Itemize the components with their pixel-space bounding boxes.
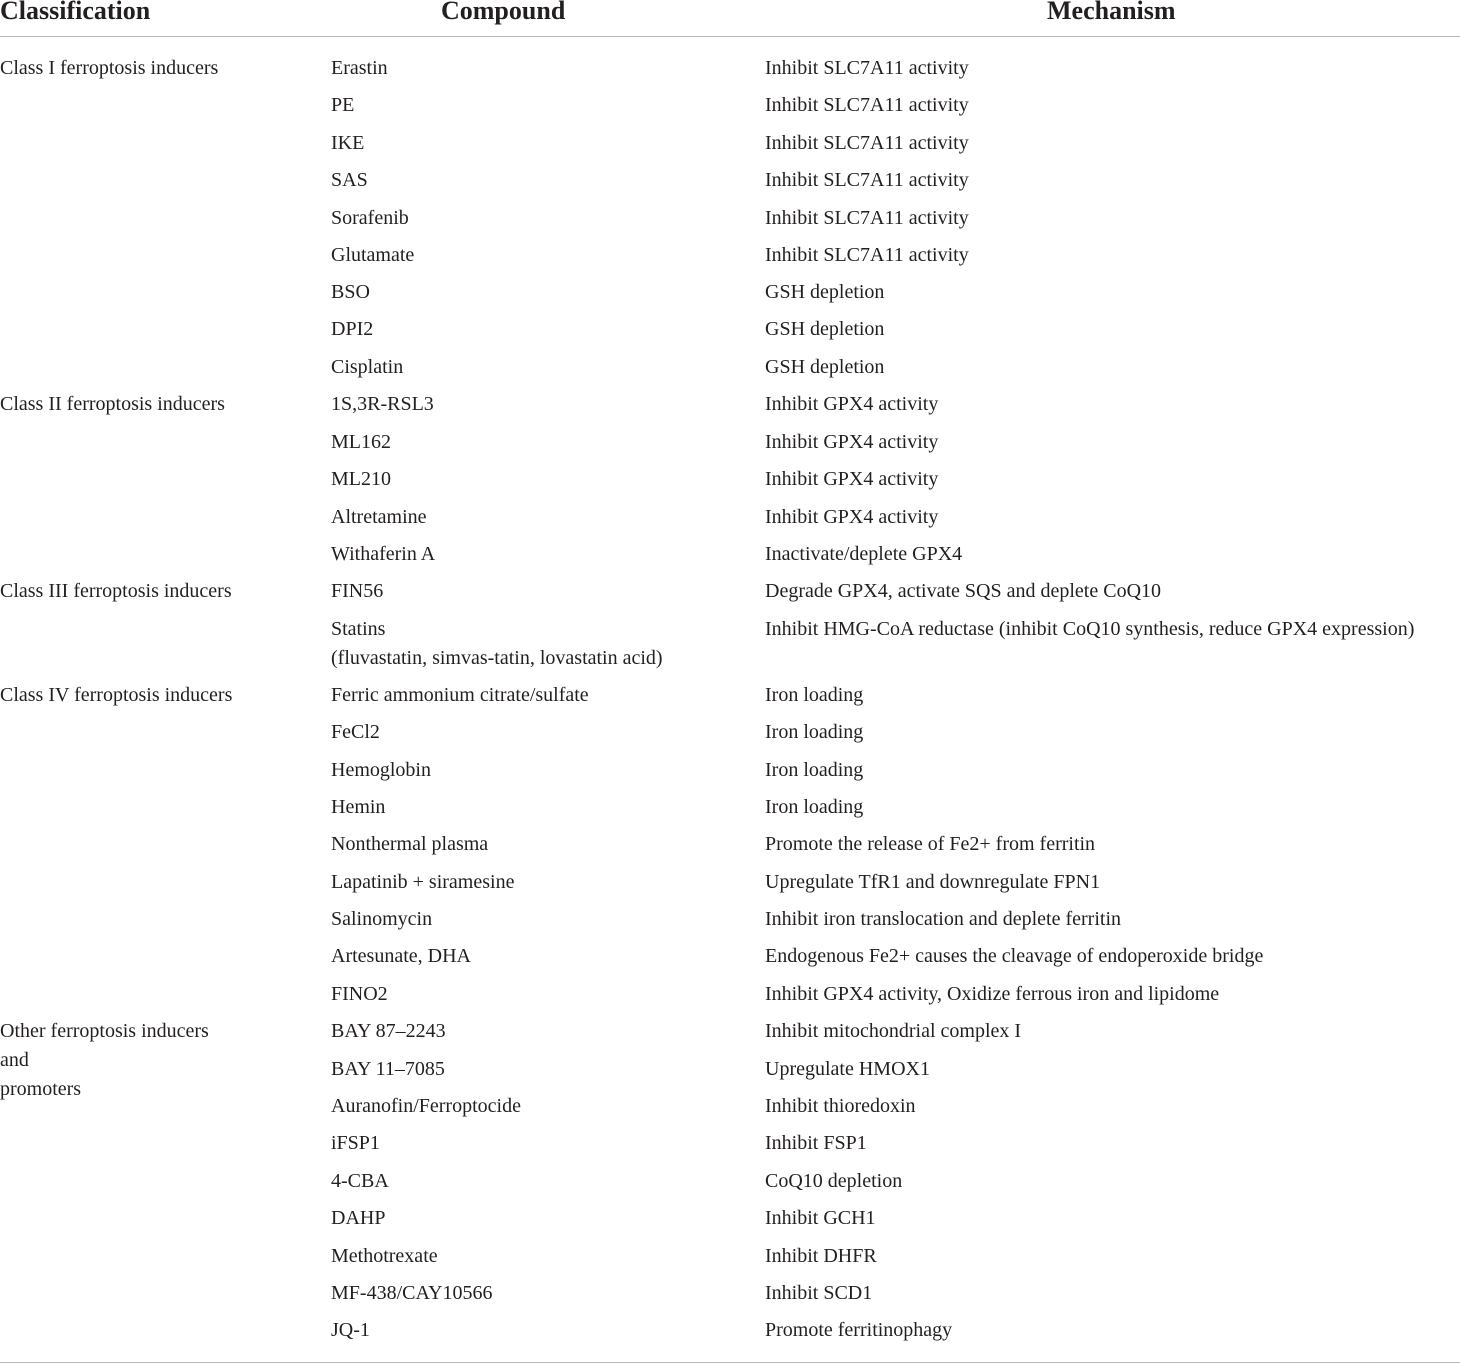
mechanism-cell: Inhibit HMG-CoA reductase (inhibit CoQ10 synthesis, reduce GPX4 expression): [765, 618, 1415, 640]
mechanism-cell: Inhibit mitochondrial complex I: [765, 1020, 1022, 1042]
compound-cell: [331, 1055, 445, 1084]
compound-cell-line: SAS: [331, 169, 368, 191]
compound-cell-line: Erastin: [331, 57, 388, 79]
compound-cell-line: Hemin: [331, 796, 386, 818]
mechanism-cell: Iron loading: [765, 721, 864, 743]
compound-cell: [331, 718, 380, 747]
compound-cell: [331, 681, 589, 710]
compound-cell-line: 1S,3R-RSL3: [331, 393, 434, 415]
compound-cell-line: BAY 11–7085: [331, 1058, 445, 1080]
compound-cell-line: DPI2: [331, 318, 374, 340]
compound-cell-line: 4-CBA: [331, 1170, 389, 1192]
compound-cell-line: Salinomycin: [331, 908, 433, 930]
compound-cell: [331, 353, 403, 382]
compound-cell-line: Methotrexate: [331, 1245, 438, 1267]
header-classification: Classification: [0, 0, 151, 25]
classification-cell: [0, 390, 225, 419]
table-body: [0, 37, 1460, 1363]
compound-cell: [331, 465, 391, 494]
mechanism-cell: Promote the release of Fe2+ from ferritin: [765, 833, 1096, 855]
mechanism-cell: Inhibit SLC7A11 activity: [765, 207, 969, 229]
compound-cell-line: Altretamine: [331, 506, 427, 528]
mechanism-cell: Promote ferritinophagy: [765, 1319, 953, 1341]
mechanism-cell: Inhibit GPX4 activity: [765, 468, 939, 490]
compound-cell-line: Artesunate, DHA: [331, 945, 471, 967]
compound-cell-line: BSO: [331, 281, 370, 303]
compound-cell: [331, 1017, 446, 1046]
mechanism-cell: GSH depletion: [765, 318, 885, 340]
mechanism-cell: Inhibit SCD1: [765, 1282, 873, 1304]
mechanism-cell: Iron loading: [765, 759, 864, 781]
compound-cell: [331, 540, 435, 569]
compound-cell-line: FINO2: [331, 983, 388, 1005]
compound-cell-line: Withaferin A: [331, 543, 436, 565]
compound-cell: [331, 1316, 370, 1345]
compound-cell-line: Ferric ammonium citrate/sulfate: [331, 684, 589, 706]
compound-cell: [331, 129, 364, 158]
compound-cell-line: FeCl2: [331, 721, 380, 743]
compound-cell-line: Statins: [331, 618, 386, 640]
compound-cell: [331, 1092, 521, 1121]
mechanism-cell: GSH depletion: [765, 281, 885, 303]
mechanism-cell: Inhibit DHFR: [765, 1245, 877, 1267]
classification-cell-line: Class I ferroptosis inducers: [0, 57, 219, 79]
compound-cell: [331, 390, 434, 419]
compound-cell: [331, 942, 471, 971]
mechanism-cell: Inhibit SLC7A11 activity: [765, 169, 969, 191]
mechanism-cell: Inhibit SLC7A11 activity: [765, 132, 969, 154]
compound-cell-line: Auranofin/Ferroptocide: [331, 1095, 521, 1117]
mechanism-cell: Endogenous Fe2+ causes the cleavage of endoperoxide bridge: [765, 945, 1264, 967]
compound-cell-line: Lapatinib + siramesine: [331, 871, 515, 893]
header-mechanism: Mechanism: [1047, 0, 1176, 25]
compound-cell: [331, 1242, 438, 1271]
compound-cell: [331, 204, 409, 233]
compound-cell: [331, 241, 414, 270]
mechanism-cell: Inhibit GPX4 activity, Oxidize ferrous iron and lipidome: [765, 983, 1220, 1005]
compound-cell: [331, 54, 388, 83]
compound-cell-line: JQ-1: [331, 1319, 370, 1341]
compound-cell: [331, 166, 368, 195]
classification-cell-line: Class II ferroptosis inducers: [0, 393, 225, 415]
classification-cell-line: Class IV ferroptosis inducers: [0, 684, 233, 706]
mechanism-cell: Inhibit GCH1: [765, 1207, 876, 1229]
compound-cell-line: iFSP1: [331, 1132, 380, 1154]
compound-cell: [331, 91, 354, 120]
mechanism-cell: Inhibit iron translocation and deplete ferritin: [765, 908, 1121, 930]
compound-cell: [331, 830, 488, 859]
mechanism-cell: Inhibit FSP1: [765, 1132, 867, 1154]
compound-cell: [331, 577, 383, 606]
compound-cell-line: Hemoglobin: [331, 759, 431, 781]
compound-cell: [331, 1167, 389, 1196]
compound-cell-line: PE: [331, 94, 355, 116]
mechanism-cell: Iron loading: [765, 796, 864, 818]
mechanism-cell: Upregulate TfR1 and downregulate FPN1: [765, 871, 1101, 893]
compound-cell-line: Glutamate: [331, 244, 415, 266]
compound-cell-line: DAHP: [331, 1207, 386, 1229]
compound-cell: [331, 278, 370, 307]
mechanism-cell: Inhibit GPX4 activity: [765, 393, 939, 415]
mechanism-cell: Inactivate/deplete GPX4: [765, 543, 963, 565]
mechanism-cell: Inhibit GPX4 activity: [765, 506, 939, 528]
classification-cell-line: and: [0, 1049, 29, 1071]
mechanism-cell: Inhibit SLC7A11 activity: [765, 244, 969, 266]
compound-cell-line: MF-438/CAY10566: [331, 1282, 493, 1304]
mechanism-cell: Inhibit GPX4 activity: [765, 431, 939, 453]
header-compound: Compound: [441, 0, 566, 25]
compound-cell: [331, 756, 431, 785]
compound-cell-line: Nonthermal plasma: [331, 833, 489, 855]
compound-cell: [331, 1279, 493, 1308]
compound-cell: [331, 868, 514, 897]
classification-cell: [0, 577, 232, 606]
classification-cell: [0, 54, 218, 83]
mechanism-cell: Upregulate HMOX1: [765, 1058, 930, 1080]
table-header: [0, 0, 1460, 37]
compound-cell: [331, 428, 391, 457]
compound-cell: [331, 503, 427, 532]
mechanism-cell: CoQ10 depletion: [765, 1170, 903, 1192]
mechanism-cell: Inhibit thioredoxin: [765, 1095, 916, 1117]
compound-cell-line: (fluvastatin, simvas-tatin, lovastatin acid): [331, 647, 663, 669]
compound-cell-line: BAY 87–2243: [331, 1020, 446, 1042]
compound-cell: [331, 793, 385, 822]
mechanism-cell: Iron loading: [765, 684, 864, 706]
compound-cell-line: ML210: [331, 468, 391, 490]
mechanism-cell: Degrade GPX4, activate SQS and deplete CoQ10: [765, 580, 1162, 602]
mechanism-cell: Inhibit SLC7A11 activity: [765, 94, 969, 116]
compound-cell: [331, 315, 373, 344]
compound-cell-line: IKE: [331, 132, 365, 154]
classification-cell-line: Other ferroptosis inducers: [0, 1020, 209, 1042]
classification-cell-line: promoters: [0, 1078, 82, 1100]
compound-cell-line: ML162: [331, 431, 391, 453]
classification-cell: [0, 681, 232, 710]
compound-cell: [331, 1204, 385, 1233]
compound-cell: [331, 905, 432, 934]
mechanism-cell: Inhibit SLC7A11 activity: [765, 57, 969, 79]
classification-cell-line: Class III ferroptosis inducers: [0, 580, 232, 602]
mechanism-cell: GSH depletion: [765, 356, 885, 378]
compound-cell-line: Sorafenib: [331, 207, 409, 229]
compound-cell: [331, 615, 663, 673]
compound-cell-line: FIN56: [331, 580, 384, 602]
compound-cell: [331, 1129, 380, 1158]
compound-cell: [331, 980, 388, 1009]
compound-cell-line: Cisplatin: [331, 356, 404, 378]
classification-cell: [0, 1017, 209, 1104]
table-bottom-rule: [0, 1362, 1460, 1363]
